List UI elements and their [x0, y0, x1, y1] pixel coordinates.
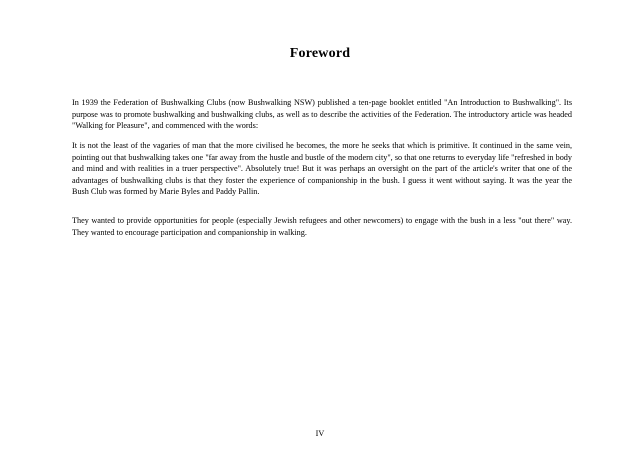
page-title: Foreword: [289, 46, 351, 61]
paragraph: It is not the least of the vagaries of man that the more civilised he becomes, the more he seeks that which is primitive. It continued in the same vein, pointing out that bushwalking takes one "far away from the hustle and bustle of the modern city", so that one returns to everyday life "refreshed in body and mind and with realities in a truer perspective". Absolutely true! But it was perhaps an oversight on the part of the article's writer that one of the advantages of bushwalking clubs is that they foster the experience of companionship in the bush. I guess it went without saying. It was the year the Bush Club was formed by Marie Byles and Paddy Pallin.: [72, 141, 572, 197]
page-number: IV: [315, 429, 325, 438]
paragraph: They wanted to provide opportunities for people (especially Jewish refugees and other newcomers) to engage with the bush in a less "out there" way. They wanted to encourage participation and companionship in walking.: [72, 216, 572, 237]
paragraph: In 1939 the Federation of Bushwalking Clubs (now Bushwalking NSW) published a ten-page booklet entitled "An Introduction to Bushwalking". Its purpose was to promote bushwalking and bushwalking clubs, as well as to describe the activities of the Federation. The introductory article was headed "Walking for Pleasure", and commenced with the words:: [72, 98, 572, 131]
